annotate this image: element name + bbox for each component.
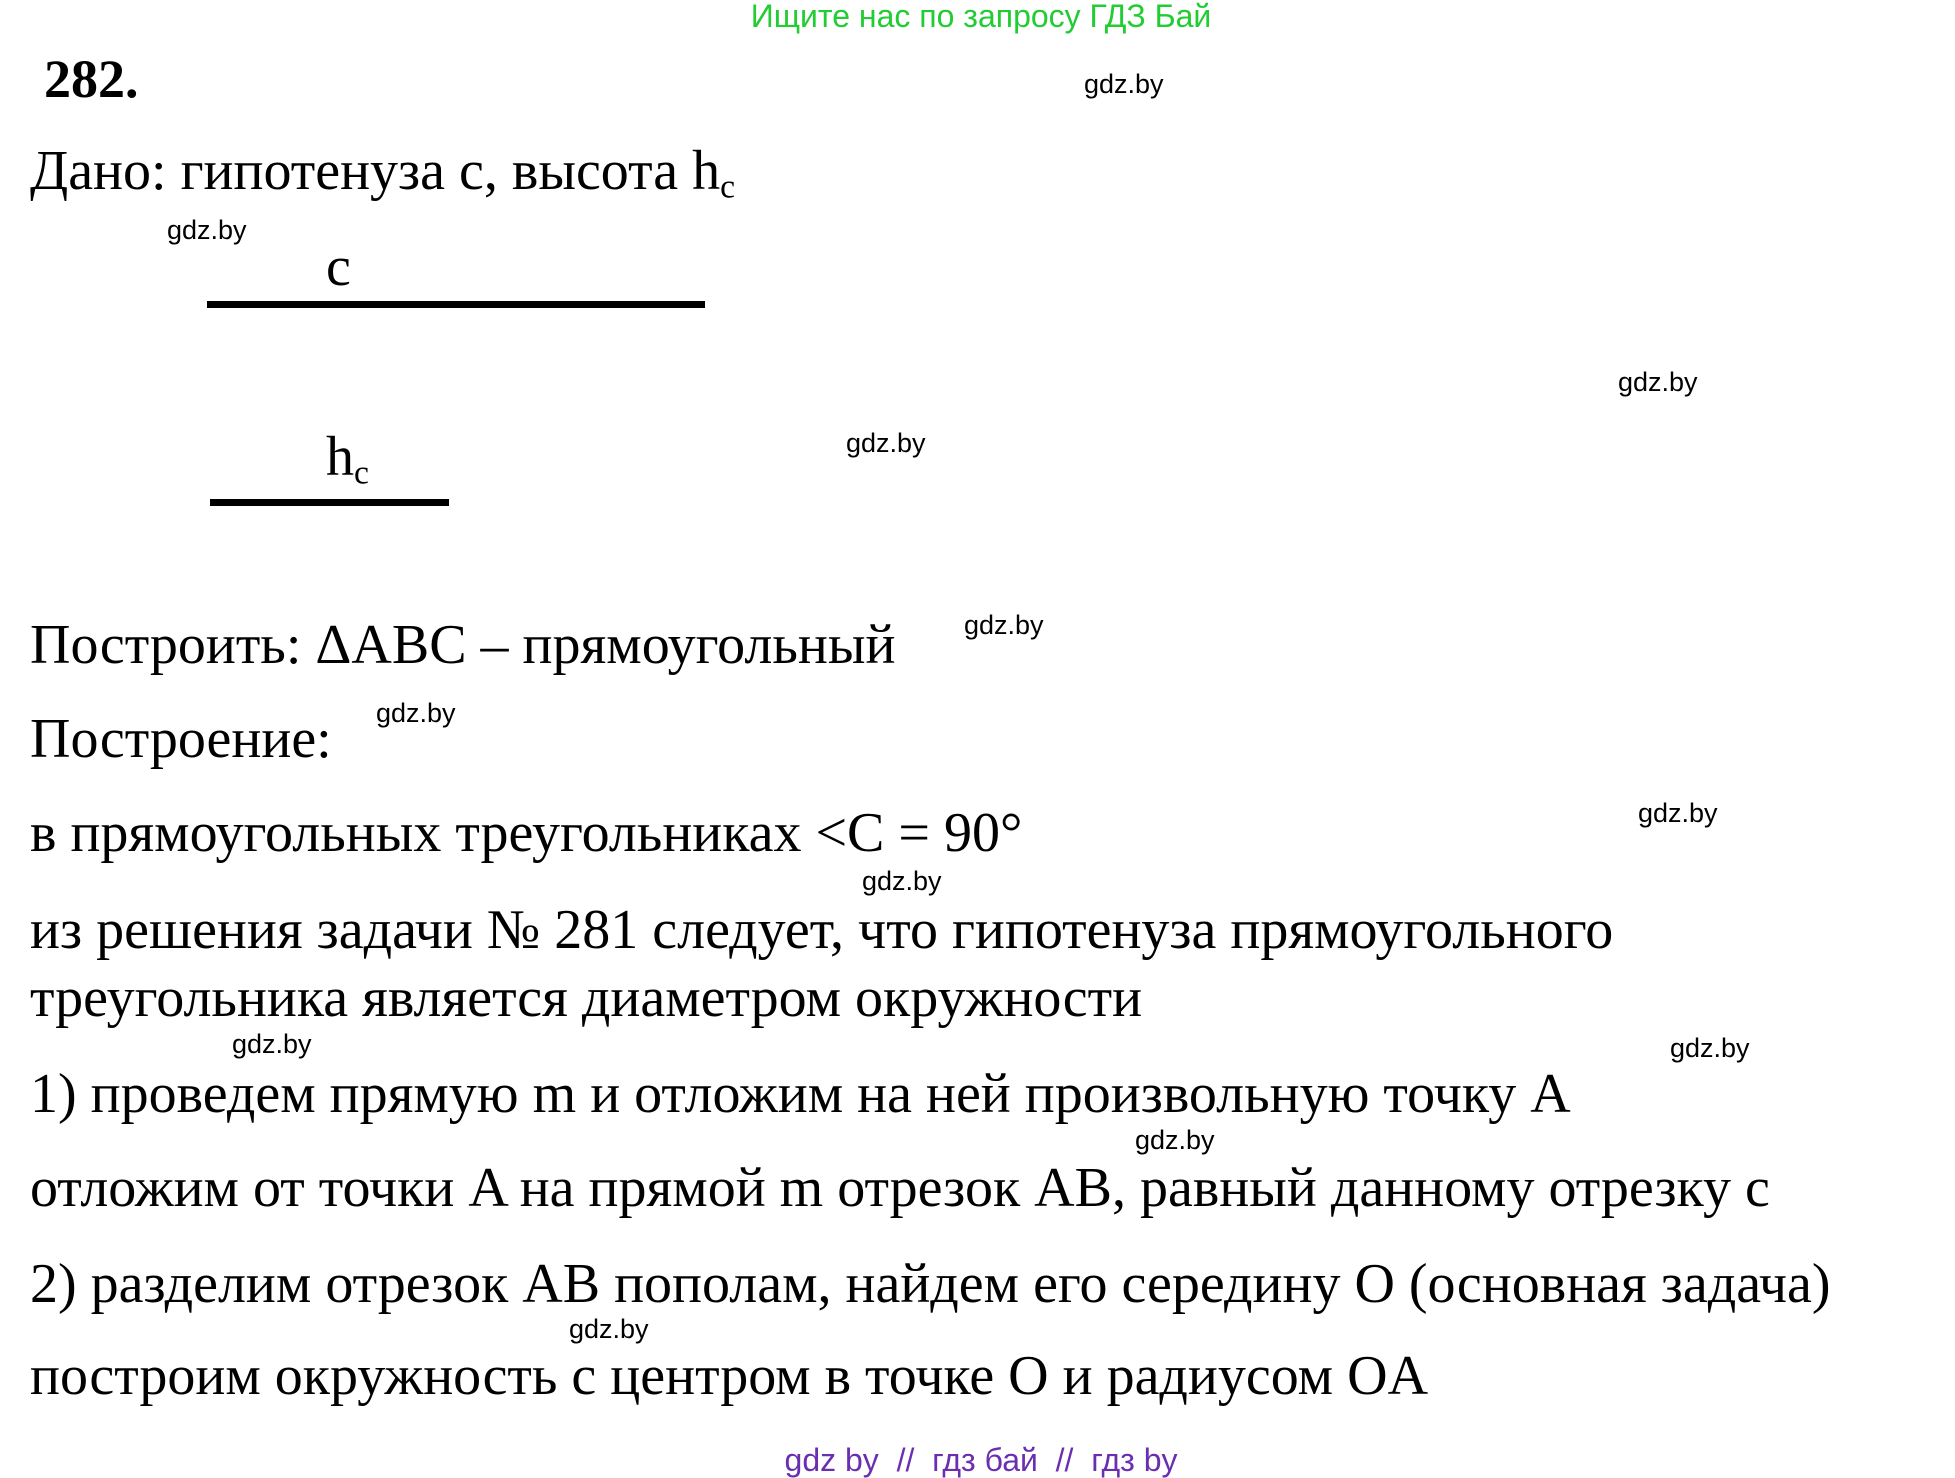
text-line: отложим от точки A на прямой m отрезок AB, равный данному отрезку c xyxy=(30,1157,1770,1219)
segment-c-label: c xyxy=(326,236,351,298)
watermark: gdz.by xyxy=(964,610,1044,640)
watermark: gdz.by xyxy=(846,428,926,458)
segment-c xyxy=(207,301,705,308)
watermark: gdz.by xyxy=(1618,367,1698,397)
text-line: построим окружность с центром в точке O и радиусом OA xyxy=(30,1345,1429,1407)
given-label: Дано: гипотенуза c, высота h xyxy=(30,140,721,202)
search-banner: Ищите нас по запросу ГДЗ Бай xyxy=(750,0,1212,34)
footer-links: gdz by // гдз бай // гдз by xyxy=(784,1442,1178,1478)
text-line: 2) разделим отрезок AB пополам, найдем его середину O (основная задача) xyxy=(30,1253,1831,1315)
text-line: треугольника является диаметром окружности xyxy=(30,967,1143,1029)
segment-h-letter: h xyxy=(326,426,354,488)
watermark: gdz.by xyxy=(376,698,456,728)
text-line: 1) проведем прямую m и отложим на ней произвольную точку A xyxy=(30,1063,1571,1125)
segment-h-label xyxy=(326,426,369,492)
given-subscript: c xyxy=(720,168,735,206)
segment-h xyxy=(210,499,449,506)
given-text xyxy=(30,140,735,206)
watermark: gdz.by xyxy=(1084,69,1164,99)
watermark: gdz.by xyxy=(167,215,247,245)
watermark: gdz.by xyxy=(1135,1125,1215,1155)
watermark: gdz.by xyxy=(569,1314,649,1344)
construct-task: Построить: ΔABC – прямоугольный xyxy=(30,614,896,676)
segment-h-subscript: c xyxy=(354,454,369,492)
watermark: gdz.by xyxy=(1638,798,1718,828)
watermark: gdz.by xyxy=(862,866,942,896)
text-line: в прямоугольных треугольниках <C = 90° xyxy=(30,802,1023,864)
problem-number: 282. xyxy=(44,49,139,109)
text-line: из решения задачи № 281 следует, что гипотенуза прямоугольного xyxy=(30,899,1614,961)
construction-label: Построение: xyxy=(30,708,332,770)
watermark: gdz.by xyxy=(232,1029,312,1059)
watermark: gdz.by xyxy=(1670,1033,1750,1063)
